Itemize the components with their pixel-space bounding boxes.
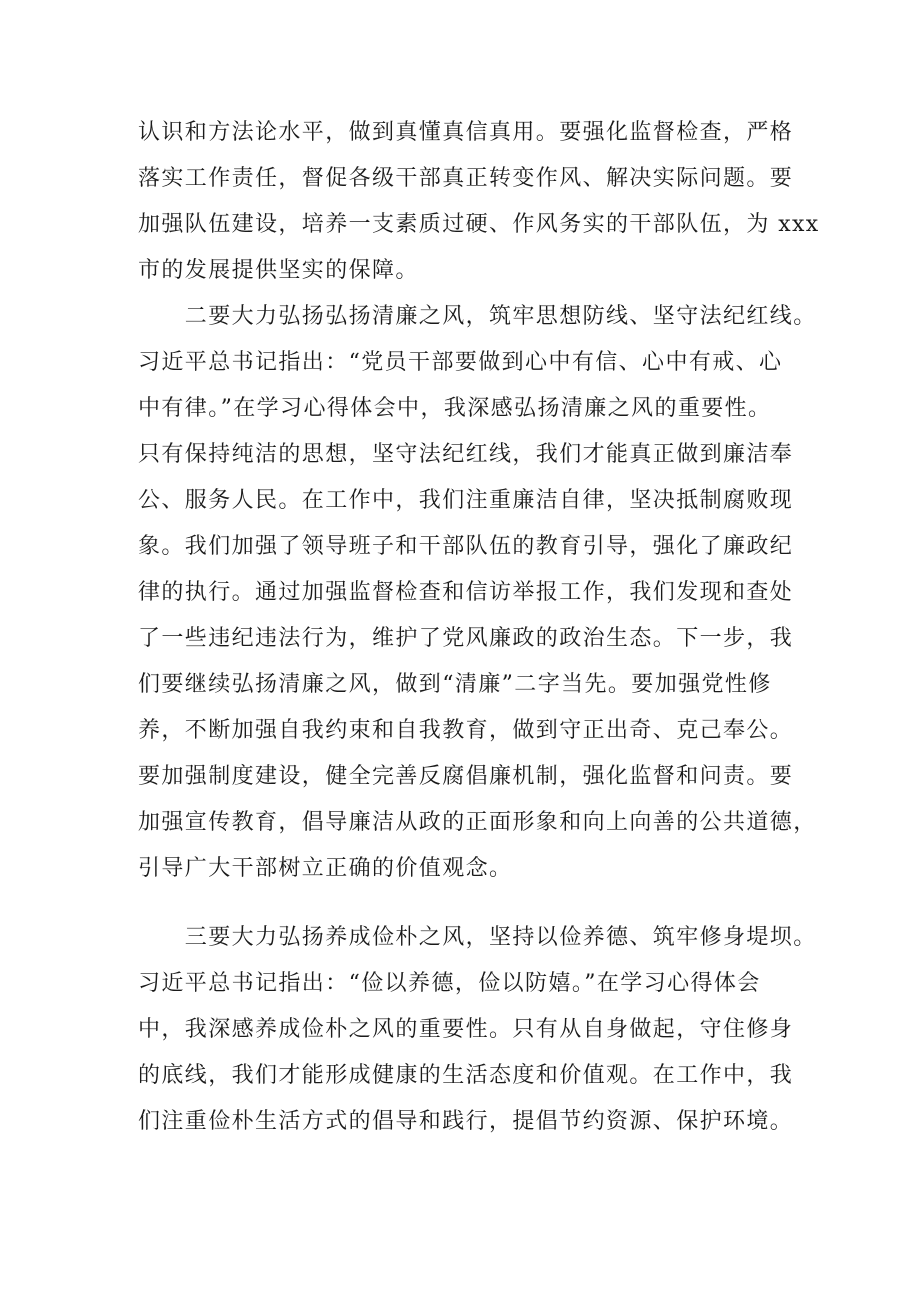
paragraph-line: 二要大力弘扬弘扬清廉之风，筑牢思想防线、坚守法纪红线。: [138, 304, 817, 329]
paragraph-3: [138, 915, 817, 1145]
paragraph-line: 加强宣传教育，倡导廉洁从政的正面形象和向上向善的公共道德，: [138, 810, 817, 835]
paragraph-line: 公、服务人民。在工作中，我们注重廉洁自律，坚决抵制腐败现: [138, 488, 794, 513]
paragraph-line: 习近平总书记指出：“党员干部要做到心中有信、心中有戒、心: [138, 350, 783, 375]
paragraph-line: 了一些违纪违法行为，维护了党风廉政的政治生态。下一步，我: [138, 626, 794, 651]
paragraph-line: 养，不断加强自我约束和自我教育，做到守正出奇、克己奉公。: [138, 718, 794, 743]
paragraph-line: 中，我深感养成俭朴之风的重要性。只有从自身做起，守住修身: [138, 1017, 794, 1042]
paragraph-line: 市的发展提供坚实的保障。: [138, 258, 419, 283]
paragraph-line: 们注重俭朴生活方式的倡导和践行，提倡节约资源、保护环境。: [138, 1109, 794, 1134]
paragraph-line: 中有律。”在学习心得体会中，我深感弘扬清廉之风的重要性。: [138, 396, 772, 421]
paragraph-line: 象。我们加强了领导班子和干部队伍的教育引导，强化了廉政纪: [138, 534, 794, 559]
paragraph-line: 只有保持纯洁的思想，坚守法纪红线，我们才能真正做到廉洁奉: [138, 442, 794, 467]
paragraph-2: [138, 294, 817, 892]
paragraph-line: 们要继续弘扬清廉之风，做到“清廉”二字当先。要加强党性修: [138, 672, 772, 697]
paragraph-line: 的底线，我们才能形成健康的生活态度和价值观。在工作中，我: [138, 1063, 794, 1088]
paragraph-line: 三要大力弘扬养成俭朴之风，坚持以俭养德、筑牢修身堤坝。: [138, 925, 817, 950]
paragraph-1: [138, 110, 820, 294]
paragraph-line: 认识和方法论水平，做到真懂真信真用。要强化监督检查，严格: [138, 120, 794, 145]
paragraph-line: 引导广大干部树立正确的价值观念。: [138, 856, 513, 881]
paragraph-line: 落实工作责任，督促各级干部真正转变作风、解决实际问题。要: [138, 166, 794, 191]
paragraph-line: 要加强制度建设，健全完善反腐倡廉机制，强化监督和问责。要: [138, 764, 794, 789]
paragraph-line: 习近平总书记指出：“俭以养德，俭以防嬉。”在学习心得体会: [138, 971, 761, 996]
paragraph-line: 律的执行。通过加强监督检查和信访举报工作，我们发现和查处: [138, 580, 794, 605]
paragraph-line: 加强队伍建设，培养一支素质过硬、作风务实的干部队伍，为 xxx: [138, 212, 820, 237]
